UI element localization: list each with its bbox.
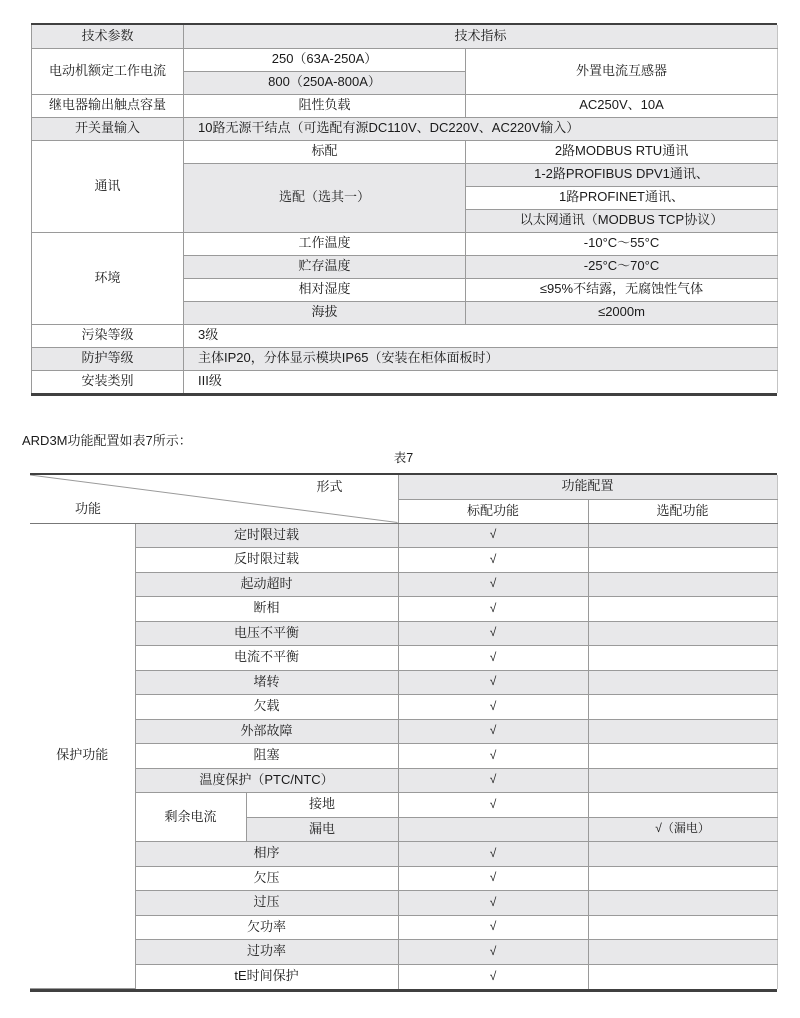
cell-std: √ (398, 842, 588, 867)
header-func-label: 功能 (75, 500, 102, 516)
cell-name: 堵转 (135, 670, 398, 695)
func-row (30, 940, 777, 965)
cell-std: √ (398, 646, 588, 671)
cell-opt (588, 842, 777, 867)
spec-row-pollution (32, 324, 778, 347)
func-row (30, 891, 777, 916)
cell-opt (588, 646, 777, 671)
env-altitude-name: 海拔 (184, 301, 466, 324)
spec-table (31, 25, 778, 393)
comm-std-value: 2路MODBUS RTU通讯 (466, 140, 778, 163)
comm-label: 通讯 (32, 140, 184, 232)
comm-opt-profinet: 1路PROFINET通讯、 (466, 186, 778, 209)
cell-std (398, 817, 588, 842)
relay-rating-value: AC250V、10A (466, 94, 778, 117)
env-work-temp-value: -10°C～55°C (466, 232, 778, 255)
func-row (30, 964, 777, 989)
func-row (30, 695, 777, 720)
func-row (30, 915, 777, 940)
cell-std: √ (398, 670, 588, 695)
protection-label: 防护等级 (32, 347, 184, 370)
digital-input-value: 10路无源干结点（可选配有源DC110V、DC220V、AC220V输入） (184, 117, 778, 140)
comm-opt-ethernet: 以太网通讯（MODBUS TCP协议） (466, 209, 778, 232)
header-config-label: 功能配置 (398, 475, 777, 499)
env-label: 环境 (32, 232, 184, 324)
cell-name: 欠压 (135, 866, 398, 891)
section-caption: ARD3M功能配置如表7所示： (22, 433, 192, 448)
cell-name: 反时限过载 (135, 548, 398, 573)
protection-group-label: 保护功能 (30, 523, 135, 989)
cell-name: 阻塞 (135, 744, 398, 769)
cell-std: √ (398, 695, 588, 720)
cell-std: √ (398, 744, 588, 769)
func-row (30, 523, 777, 548)
cell-opt (588, 744, 777, 769)
func-row (30, 646, 777, 671)
cell-std: √ (398, 768, 588, 793)
pollution-label: 污染等级 (32, 324, 184, 347)
spec-row-installation (32, 370, 778, 393)
cell-name: 外部故障 (135, 719, 398, 744)
installation-value: III级 (184, 370, 778, 393)
function-table (30, 475, 778, 989)
cell-opt (588, 768, 777, 793)
cell-opt (588, 523, 777, 548)
spec-row-protection (32, 347, 778, 370)
cell-name: 相序 (135, 842, 398, 867)
relay-contact-label: 继电器输出触点容量 (32, 94, 184, 117)
digital-input-label: 开关量输入 (32, 117, 184, 140)
header-form-label: 形式 (316, 479, 343, 494)
comm-opt-label: 选配（选其一） (184, 163, 466, 232)
cell-opt (588, 572, 777, 597)
env-humidity-value: ≤95%不结露，无腐蚀性气体 (466, 278, 778, 301)
func-row (30, 866, 777, 891)
cell-std: √ (398, 548, 588, 573)
cell-opt (588, 940, 777, 965)
header-opt-label: 选配功能 (588, 499, 777, 523)
cell-name: 过压 (135, 891, 398, 916)
table7-title: 表7 (393, 451, 414, 465)
cell-opt (588, 597, 777, 622)
env-altitude-value: ≤2000m (466, 301, 778, 324)
cell-opt (588, 695, 777, 720)
cell-std: √ (398, 940, 588, 965)
function-table-wrapper (30, 473, 777, 992)
cell-name: 断相 (135, 597, 398, 622)
spec-row-env-work-temp (32, 232, 778, 255)
motor-current-label: 电动机额定工作电流 (32, 48, 184, 94)
cell-name: 过功率 (135, 940, 398, 965)
cell-name: 电流不平衡 (135, 646, 398, 671)
protection-value: 主体IP20，分体显示模块IP65（安装在柜体面板时） (184, 347, 778, 370)
cell-opt (588, 548, 777, 573)
cell-std: √ (398, 891, 588, 916)
spec-table-wrapper (31, 23, 777, 396)
cell-name: 电压不平衡 (135, 621, 398, 646)
cell-name: 漏电 (246, 817, 398, 842)
cell-std: √ (398, 719, 588, 744)
env-storage-temp-value: -25°C～70°C (466, 255, 778, 278)
cell-opt (588, 866, 777, 891)
cell-std: √ (398, 597, 588, 622)
func-row (30, 719, 777, 744)
func-row (30, 597, 777, 622)
spec-header-param: 技术参数 (32, 25, 184, 48)
env-storage-temp-name: 贮存温度 (184, 255, 466, 278)
spec-row-relay (32, 94, 778, 117)
comm-opt-profibus: 1-2路PROFIBUS DPV1通讯、 (466, 163, 778, 186)
cell-name: tE时间保护 (135, 964, 398, 989)
func-row-residual-ground (30, 793, 777, 818)
spec-row-comm-std (32, 140, 778, 163)
func-header-row-1 (30, 475, 777, 499)
cell-opt (588, 719, 777, 744)
spec-row-motor-1 (32, 48, 778, 71)
func-row (30, 670, 777, 695)
cell-std: √ (398, 866, 588, 891)
installation-label: 安装类别 (32, 370, 184, 393)
cell-name: 接地 (246, 793, 398, 818)
cell-std: √ (398, 915, 588, 940)
cell-std: √ (398, 572, 588, 597)
pollution-value: 3级 (184, 324, 778, 347)
diagonal-header-cell (30, 475, 398, 523)
relay-load-type: 阻性负载 (184, 94, 466, 117)
comm-std-label: 标配 (184, 140, 466, 163)
func-row (30, 768, 777, 793)
func-row (30, 621, 777, 646)
header-std-label: 标配功能 (398, 499, 588, 523)
cell-name: 欠功率 (135, 915, 398, 940)
spec-row-digital-input (32, 117, 778, 140)
cell-opt (588, 964, 777, 989)
residual-current-label: 剩余电流 (135, 793, 246, 842)
motor-ct-value: 外置电流互感器 (466, 48, 778, 94)
cell-name: 欠载 (135, 695, 398, 720)
cell-name: 温度保护（PTC/NTC） (135, 768, 398, 793)
motor-range-250: 250（63A-250A） (184, 48, 466, 71)
cell-std: √ (398, 793, 588, 818)
cell-opt (588, 915, 777, 940)
cell-std: √ (398, 621, 588, 646)
cell-opt (588, 793, 777, 818)
cell-opt (588, 670, 777, 695)
env-humidity-name: 相对湿度 (184, 278, 466, 301)
spec-header-row (32, 25, 778, 48)
cell-opt: √（漏电） (588, 817, 777, 842)
func-row (30, 548, 777, 573)
cell-opt (588, 891, 777, 916)
func-row (30, 842, 777, 867)
cell-name: 起动超时 (135, 572, 398, 597)
cell-std: √ (398, 964, 588, 989)
cell-name: 定时限过载 (135, 523, 398, 548)
func-row (30, 744, 777, 769)
env-work-temp-name: 工作温度 (184, 232, 466, 255)
cell-std: √ (398, 523, 588, 548)
motor-range-800: 800（250A-800A） (184, 71, 466, 94)
spec-header-indicator: 技术指标 (184, 25, 778, 48)
cell-opt (588, 621, 777, 646)
func-row (30, 572, 777, 597)
